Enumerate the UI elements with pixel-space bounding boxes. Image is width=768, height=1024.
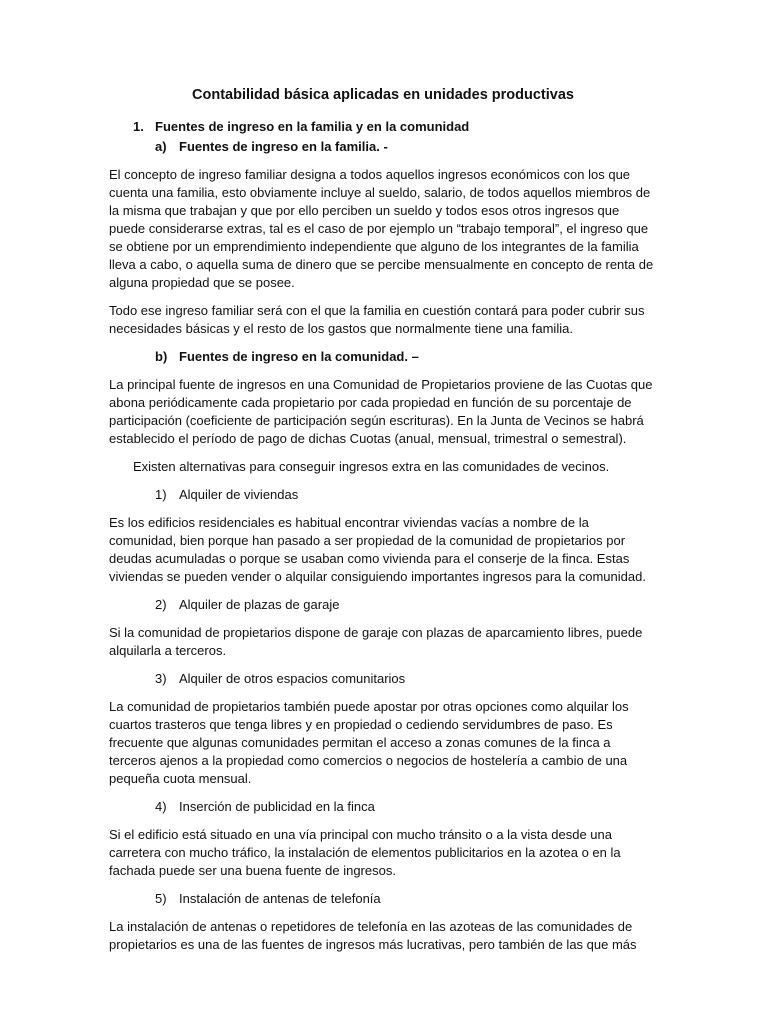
list-item-label: Inserción de publicidad en la finca	[179, 799, 375, 814]
subsection-heading-a	[109, 138, 657, 156]
list-item-heading	[109, 596, 657, 614]
subsection-heading-b	[109, 348, 657, 366]
list-item-label: Alquiler de plazas de garaje	[179, 597, 340, 612]
list-item-heading	[109, 486, 657, 504]
list-item-heading	[109, 890, 657, 908]
paragraph-community-income-1: La principal fuente de ingresos en una Comunidad de Propietarios proviene de las Cuotas que abona periódicamente cada propietario por cada propiedad en función de su porcentaje de participación (coeficiente de participación según escrituras). En la Junta de Vecinos se habrá establecido el período de pago de dichas Cuotas (anual, mensual, trimestral o semestral).	[109, 377, 653, 446]
list-item-text: Es los edificios residenciales es habitual encontrar viviendas vacías a nombre de la comunidad, bien porque han pasado a ser propiedad de la comunidad de propietarios por deudas acumuladas o porque se usaban como vivienda para el conserje de la finca. Estas viviendas se pueden vender o alquilar consiguiendo importantes ingresos para la comunidad.	[109, 515, 646, 584]
list-item-label: Alquiler de otros espacios comunitarios	[179, 671, 406, 686]
document-content	[109, 86, 657, 954]
subsection-number: a)	[155, 139, 167, 154]
section-label: Fuentes de ingreso en la familia y en la comunidad	[155, 119, 470, 134]
subsection-number: b)	[155, 349, 168, 364]
paragraph-family-income-2: Todo ese ingreso familiar será con el que la familia en cuestión contará para poder cubrir sus necesidades básicas y el resto de los gastos que normalmente tiene una familia.	[109, 303, 645, 336]
paragraph-family-income-1: El concepto de ingreso familiar designa a todos aquellos ingresos económicos con los que cuenta una familia, esto obviamente incluye al sueldo, salario, de todos aquellos miembros de la misma que trabajan y que por ello perciben un sueldo y todos esos otros ingresos que puede considerarse extras, tal es el caso de por ejemplo un “trabajo temporal”, el ingreso que se obtiene por un emprendimiento independiente que alguno de los integrantes de la familia lleva a cabo, o aquella suma de dinero que se percibe mensualmente en concepto de renta de alguna propiedad que se posee.	[109, 167, 654, 290]
section-heading-1	[109, 118, 657, 136]
list-item-text: Si el edificio está situado en una vía principal con mucho tránsito o a la vista desde una carretera con mucho tráfico, la instalación de elementos publicitarios en la azotea o en la fachada puede ser una buena fuente de ingresos.	[109, 827, 621, 878]
list-item-text: La instalación de antenas o repetidores de telefonía en las azoteas de las comunidades de propietarios es una de las fuentes de ingresos más lucrativas, pero también de las que más	[109, 919, 637, 952]
list-item-text: Si la comunidad de propietarios dispone de garaje con plazas de aparcamiento libres, puede alquilarla a terceros.	[109, 625, 643, 658]
list-item-text: La comunidad de propietarios también puede apostar por otras opciones como alquilar los cuartos trasteros que tenga libres y en propiedad o cediendo servidumbres de paso. Es frecuente que algunas comunidades permitan el acceso a zonas comunes de la finca a terceros ajenos a la propiedad como comercios o negocios de hostelería a cambio de una pequeña cuota mensual.	[109, 699, 629, 786]
list-item-heading	[109, 798, 657, 816]
list-item-number: 2)	[155, 597, 167, 612]
list-item-number: 3)	[155, 671, 167, 686]
list-item-label: Alquiler de viviendas	[179, 487, 299, 502]
subsection-label: Fuentes de ingreso en la familia. -	[179, 139, 388, 154]
list-item-number: 4)	[155, 799, 167, 814]
subsection-label: Fuentes de ingreso en la comunidad. –	[179, 349, 419, 364]
paragraph-community-income-2: Existen alternativas para conseguir ingresos extra en las comunidades de vecinos.	[133, 459, 610, 474]
list-item-heading	[109, 670, 657, 688]
document-title: Contabilidad básica aplicadas en unidades productivas	[192, 87, 574, 103]
list-item-label: Instalación de antenas de telefonía	[179, 891, 381, 906]
section-number: 1.	[133, 119, 144, 134]
list-item-number: 5)	[155, 891, 167, 906]
list-item-number: 1)	[155, 487, 167, 502]
